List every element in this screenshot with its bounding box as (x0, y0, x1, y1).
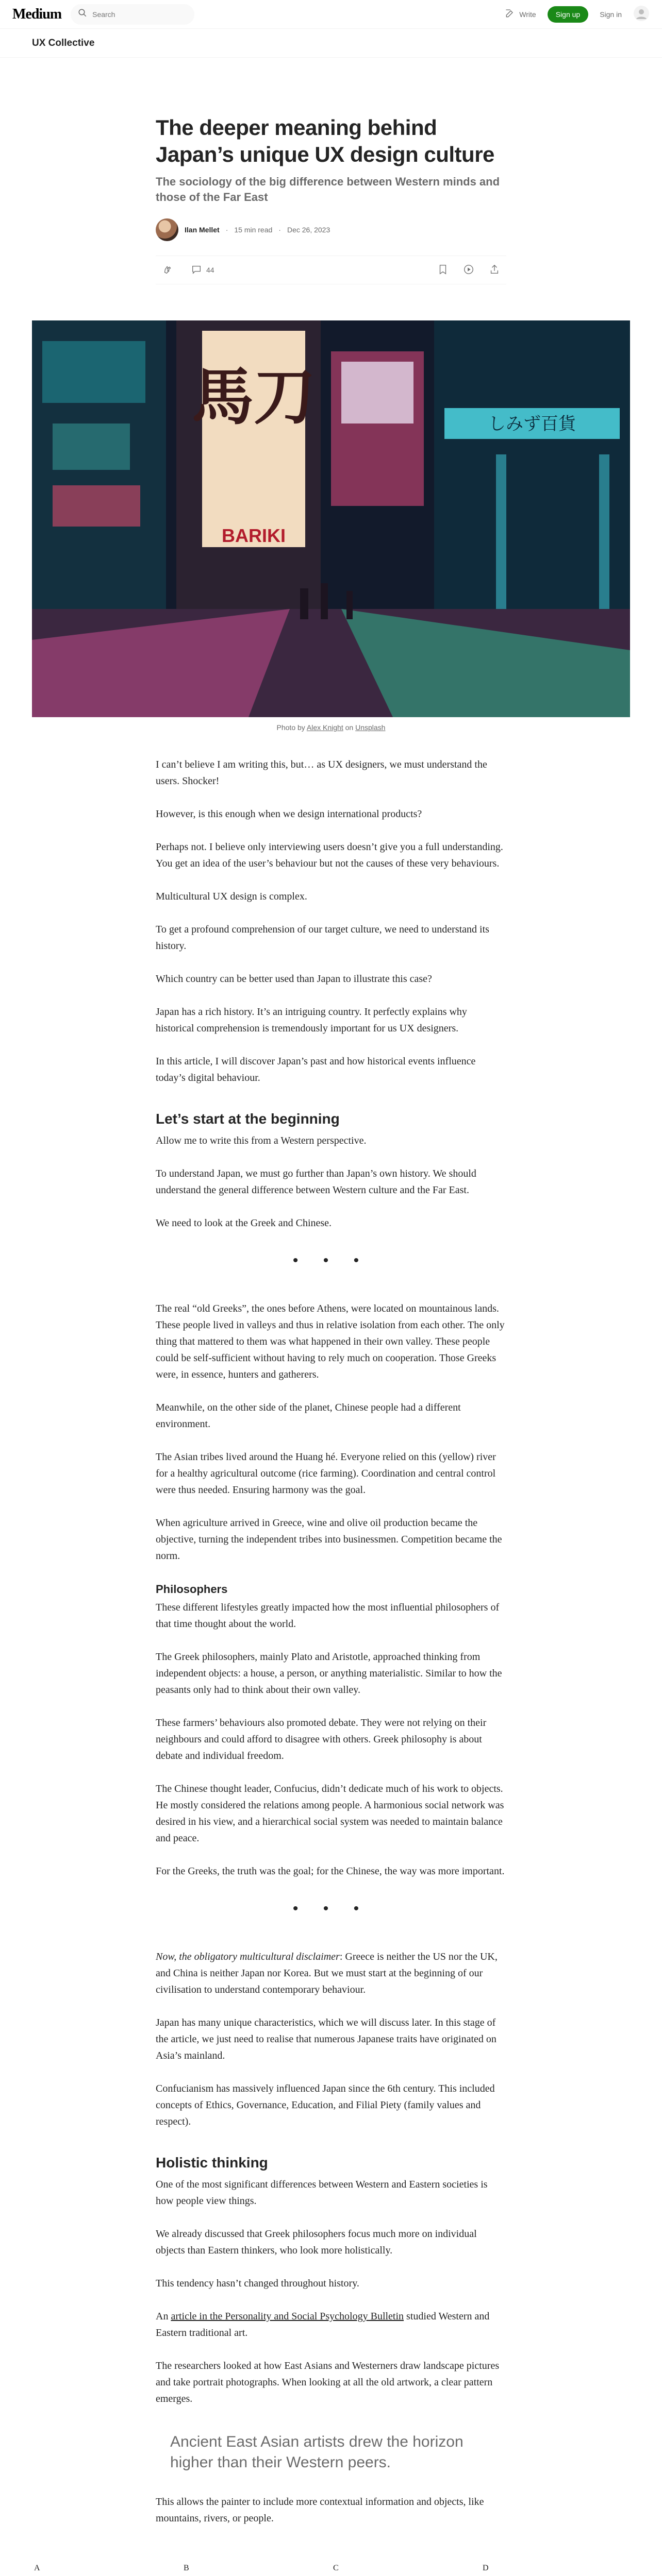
disclaimer-italic: Now, the obligatory multicultural disclaimer (156, 1951, 340, 1962)
paragraph: Multicultural UX design is complex. (156, 891, 307, 902)
signup-button[interactable]: Sign up (548, 6, 588, 23)
section-heading: Holistic thinking (156, 2155, 268, 2171)
responses-button[interactable] (191, 264, 214, 277)
search-box[interactable] (71, 4, 194, 25)
write-label: Write (519, 10, 536, 19)
caption-prefix: Photo by (276, 723, 307, 732)
article-title: The deeper meaning behind Japan’s unique UX design culture (156, 115, 494, 166)
listen-icon[interactable] (463, 264, 474, 277)
drawing-a (32, 2563, 181, 2576)
hero-caption (0, 723, 662, 732)
clap-icon (162, 264, 173, 277)
drawing-d (481, 2563, 630, 2576)
paragraph: This allows the painter to include more contextual information and objects, like mountains, rivers, or people. (156, 2496, 484, 2524)
paragraph: The researchers looked at how East Asians and Westerners draw landscape pictures and take portrait photographs. When looking at all the old artwork, a clear pattern emerges. (156, 2360, 500, 2404)
section-separator: • • • (292, 1252, 370, 1269)
read-time: 15 min read (234, 226, 273, 234)
clap-button[interactable] (162, 264, 177, 277)
write-button[interactable] (505, 8, 536, 20)
comment-icon (191, 264, 202, 277)
hero-sign-text: BARIKI (222, 525, 286, 546)
dot-separator: · (278, 226, 281, 234)
top-nav (0, 0, 662, 29)
photographer-link[interactable]: Alex Knight (306, 723, 343, 732)
drawing-label: C (333, 2564, 339, 2572)
publication-name[interactable]: UX Collective (32, 37, 95, 48)
drawings-grid (32, 2563, 630, 2576)
byline (156, 218, 506, 241)
unsplash-link[interactable]: Unsplash (355, 723, 386, 732)
drawing-label: A (34, 2564, 40, 2572)
dot-separator: · (225, 226, 228, 234)
svg-text:馬刀: 馬刀 (192, 362, 316, 433)
drawings-figure (0, 2563, 662, 2576)
paragraph (156, 2308, 506, 2341)
sketch-house-hill (491, 2573, 620, 2576)
drawing-b (181, 2563, 331, 2576)
publish-date: Dec 26, 2023 (287, 226, 330, 234)
paragraph: We need to look at the Greek and Chinese. (156, 1217, 332, 1229)
paragraph: The Asian tribes lived around the Huang hé. Everyone relied on this (yellow) river for a healthy agricultural outcome (rice farming). Coordination and central control were thus needed. Ensuring harmony was the goal. (156, 1451, 496, 1496)
tokyo-street-illustration (32, 320, 630, 717)
search-icon (78, 8, 87, 20)
paragraph: However, is this enough when we design international products? (156, 808, 422, 820)
article-actions-right (437, 264, 500, 277)
paragraph: Which country can be better used than Japan to illustrate this case? (156, 973, 432, 985)
paragraph: Meanwhile, on the other side of the planet, Chinese people had a different environment. (156, 1402, 461, 1430)
paragraph: We already discussed that Greek philosophers focus much more on individual objects than Eastern thinkers, who look more holistically. (156, 2228, 477, 2256)
share-icon[interactable] (489, 264, 500, 277)
author-name[interactable]: Ilan Mellet (185, 226, 220, 234)
sketch-small-house (192, 2573, 321, 2576)
paragraph-text: An (156, 2311, 171, 2322)
publication-bar (0, 29, 662, 58)
paragraph: This tendency hasn’t changed throughout history. (156, 2278, 359, 2289)
svg-text:しみず百貨: しみず百貨 (488, 414, 576, 434)
paragraph: For the Greeks, the truth was the goal; for the Chinese, the way was more important. (156, 1866, 505, 1877)
paragraph: Japan has many unique characteristics, which we will discuss later. In this stage of the article, we just need to realise that numerous Japanese traits have originated on Asia’s mainland. (156, 2017, 496, 2061)
paragraph (156, 1948, 506, 1998)
paragraph: One of the most significant differences between Western and Eastern societies is how people view things. (156, 2179, 488, 2207)
responses-count: 44 (206, 266, 214, 274)
hero-figure (0, 320, 662, 732)
paragraph: The real “old Greeks”, the ones before Athens, were located on mountainous lands. These people lived in valleys and thus in relative isolation from each other. The only thing that mattered to them was what happened in their own valley. These people could be self-sufficient without having to rely much on cooperation. Those Greeks were, in essence, hunters and gatherers. (156, 1303, 505, 1380)
caption-mid: on (343, 723, 356, 732)
paragraph: I can’t believe I am writing this, but… as UX designers, we must understand the users. Shocker! (156, 759, 487, 787)
paragraph: In this article, I will discover Japan’s past and how historical events influence today’s digital behaviour. (156, 1056, 476, 1083)
profile-icon[interactable] (633, 5, 650, 23)
paragraph: The Chinese thought leader, Confucius, didn’t dedicate much of his work to objects. He mostly considered the relations among people. A harmonious social network was desired in his view, and a hierarchical social system was needed to maintain balance and peace. (156, 1783, 504, 1844)
paragraph: The Greek philosophers, mainly Plato and Aristotle, approached thinking from independent objects: a house, a person, or anything materialistic. Similar to how the peasants only had to think about their own valley. (156, 1651, 502, 1696)
section-separator: • • • (292, 1900, 370, 1917)
write-icon (505, 8, 515, 20)
search-input[interactable] (92, 10, 187, 19)
article-subtitle: The sociology of the big difference between Western minds and those of the Far East (156, 175, 500, 204)
medium-logo[interactable]: Medium (12, 6, 62, 22)
hero-image (32, 320, 630, 717)
disclaimer-text: : Greece is neither the US nor the UK, and China is neither Japan nor Korea. But we must start at the beginning of our civilisation to understand contemporary behaviour. (156, 1951, 498, 1995)
subsection-heading: Philosophers (156, 1583, 228, 1596)
sketch-house-path (341, 2573, 470, 2576)
bookmark-icon[interactable] (437, 264, 449, 277)
drawing-c (331, 2563, 481, 2576)
article-body (156, 756, 506, 2527)
paragraph-text: studied Western and Eastern traditional art. (156, 2311, 490, 2338)
paragraph: Perhaps not. I believe only interviewing users doesn’t give you a full understanding. You get an idea of the user’s behaviour but not the causes of these very behaviours. (156, 841, 503, 869)
section-heading: Let’s start at the beginning (156, 1111, 340, 1127)
sketch-house-tree (42, 2573, 171, 2576)
drawing-label: B (184, 2564, 189, 2572)
drawings-row-western (32, 2563, 630, 2576)
study-link[interactable]: article in the Personality and Social Psychology Bulletin (171, 2311, 404, 2322)
paragraph: To understand Japan, we must go further than Japan’s own history. We should understand the general difference between Western culture and the Far East. (156, 1168, 476, 1196)
paragraph: When agriculture arrived in Greece, wine and olive oil production became the objective, turning the independent tribes into businessmen. Competition became the norm. (156, 1517, 502, 1562)
signin-link[interactable]: Sign in (600, 10, 622, 19)
nav-actions (505, 5, 650, 23)
author-avatar[interactable] (156, 218, 178, 241)
paragraph: Japan has a rich history. It’s an intriguing country. It perfectly explains why historical comprehension is tremendously important for us UX designers. (156, 1006, 467, 1034)
paragraph: Allow me to write this from a Western perspective. (156, 1135, 367, 1146)
article-actions (156, 256, 506, 284)
article (156, 114, 506, 284)
paragraph: These different lifestyles greatly impacted how the most influential philosophers of that time thought about the world. (156, 1602, 500, 1630)
paragraph: To get a profound comprehension of our target culture, we need to understand its history. (156, 924, 489, 952)
pull-quote: Ancient East Asian artists drew the horizon higher than their Western peers. (170, 2433, 464, 2471)
drawing-label: D (483, 2564, 489, 2572)
paragraph: Confucianism has massively influenced Japan since the 6th century. This included concepts of Ethics, Governance, Education, and Filial Piety (family values and respect). (156, 2083, 495, 2127)
paragraph: These farmers’ behaviours also promoted debate. They were not relying on their neighbours and could afford to disagree with others. Greek philosophy is about debate and individual freedom. (156, 1717, 487, 1761)
